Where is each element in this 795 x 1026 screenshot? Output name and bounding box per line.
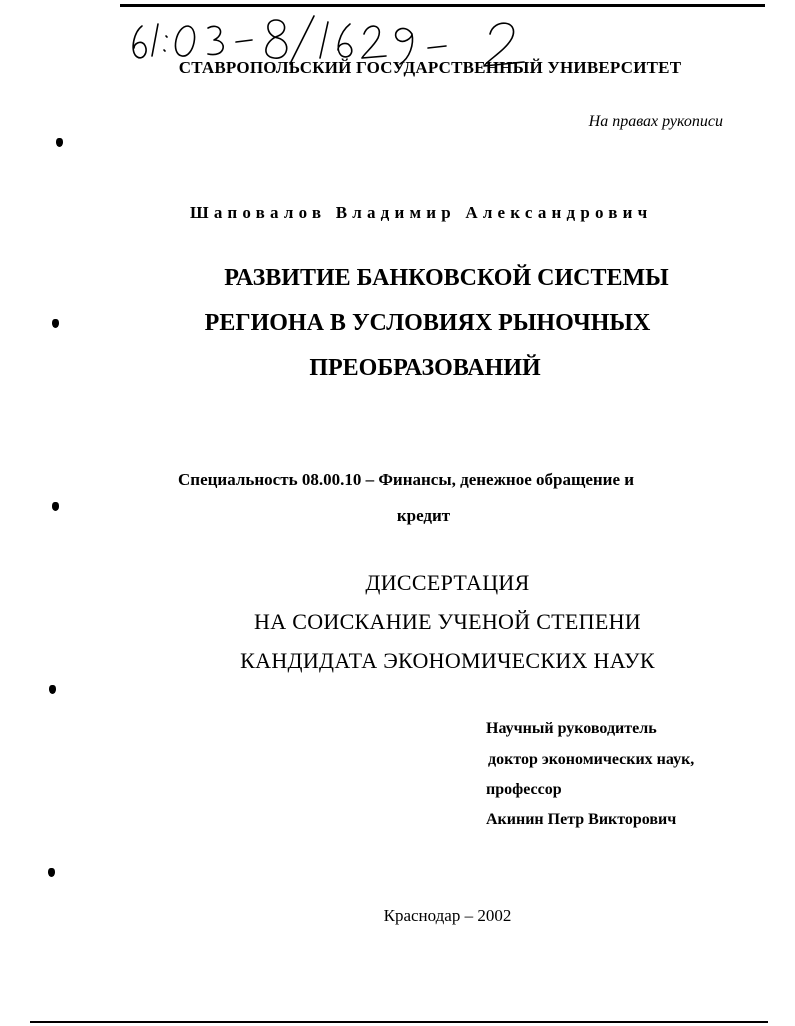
dissertation-title-line-2: РЕГИОНА В УСЛОВИЯХ РЫНОЧНЫХ <box>204 310 651 336</box>
dissertation-label-line-1: ДИССЕРТАЦИЯ <box>365 570 530 595</box>
supervisor-name: Акинин Петр Викторович <box>486 811 677 828</box>
dissertation-title-line-1: РАЗВИТИЕ БАНКОВСКОЙ СИСТЕМЫ <box>224 265 669 291</box>
top-scan-border <box>120 4 765 7</box>
binding-hole-mark <box>52 319 59 328</box>
dissertation-title-line-3: ПРЕОБРАЗОВАНИЙ <box>309 355 541 381</box>
supervisor-degree: доктор экономических наук, <box>488 751 695 768</box>
binding-hole-mark <box>49 685 56 694</box>
binding-hole-mark <box>48 868 55 877</box>
dissertation-label-line-2: НА СОИСКАНИЕ УЧЕНОЙ СТЕПЕНИ <box>254 609 641 634</box>
supervisor-title: профессор <box>486 781 562 798</box>
manuscript-rights-note: На правах рукописи <box>588 113 723 130</box>
university-name: СТАВРОПОЛЬСКИЙ ГОСУДАРСТВЕННЫЙ УНИВЕРСИТЕТ <box>178 58 682 77</box>
supervisor-role: Научный руководитель <box>486 720 657 737</box>
dissertation-label-line-3: КАНДИДАТА ЭКОНОМИЧЕСКИХ НАУК <box>240 648 655 673</box>
specialty-line-1: Специальность 08.00.10 – Финансы, денежное обращение и <box>178 470 635 489</box>
binding-hole-mark <box>56 138 63 147</box>
specialty-line-2: кредит <box>396 506 451 525</box>
bottom-scan-border <box>30 1021 768 1023</box>
binding-hole-mark <box>52 502 59 511</box>
author-name: Шаповалов Владимир Александрович <box>190 203 653 222</box>
city-and-year: Краснодар – 2002 <box>383 906 512 925</box>
